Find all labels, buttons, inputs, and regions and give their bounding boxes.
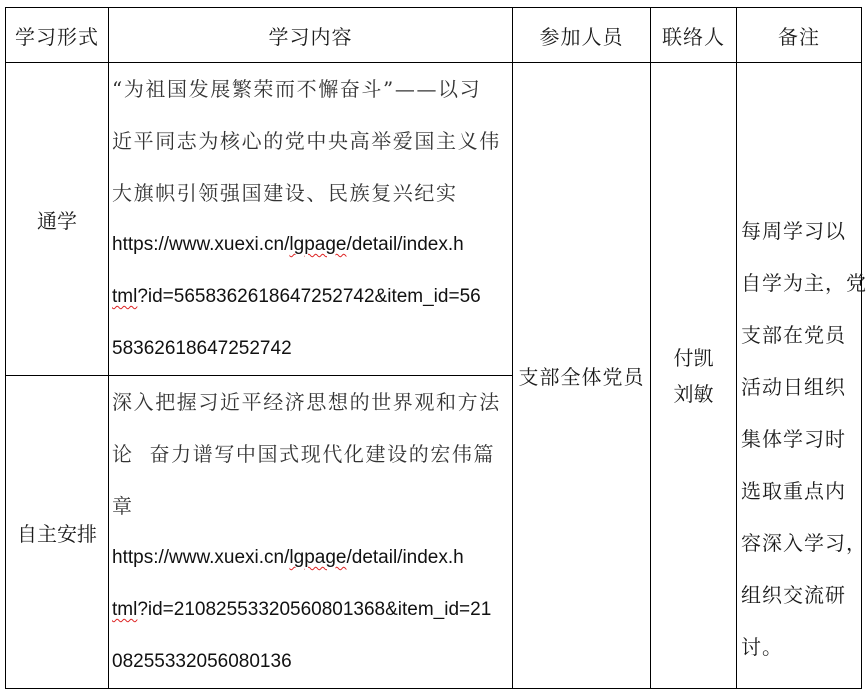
study-plan-table	[5, 7, 867, 689]
header-row	[6, 8, 862, 63]
contact-name: 付凯	[673, 345, 714, 370]
note-line: 集体学习时	[741, 427, 846, 451]
note-line: 容深入学习，	[741, 531, 867, 555]
note-cell	[737, 63, 867, 689]
note-line: 选取重点内	[741, 479, 846, 503]
table-row	[6, 63, 862, 376]
content-line: 章	[112, 494, 134, 518]
participants-cell: 支部全体党员	[513, 63, 651, 689]
note-line: 每周学习以	[741, 219, 846, 243]
article-link[interactable]: tml?id=21082553320560801368&item_id=21	[112, 599, 492, 620]
note-line: 讨。	[741, 635, 783, 659]
content-line: 近平同志为核心的党中央高举爱国主义伟	[112, 129, 501, 153]
study-content-cell	[109, 376, 513, 689]
content-line: 论 奋力谱写中国式现代化建设的宏伟篇	[112, 442, 496, 466]
header-note: 备注	[737, 8, 862, 63]
content-line: “为祖国发展繁荣而不懈奋斗”——以习	[112, 77, 482, 101]
content-line: 深入把握习近平经济思想的世界观和方法	[112, 390, 501, 414]
article-link[interactable]: tml?id=5658362618647252742&item_id=56	[112, 286, 481, 307]
header-study-content: 学习内容	[109, 8, 513, 63]
note-line: 支部在党员	[741, 323, 846, 347]
note-line: 组织交流研	[741, 583, 846, 607]
note-line: 活动日组织	[741, 375, 846, 399]
article-link[interactable]: https://www.xuexi.cn/lgpage/detail/index.h	[112, 547, 464, 568]
article-link[interactable]: 08255332056080136	[112, 651, 292, 672]
header-study-type: 学习形式	[6, 8, 109, 63]
study-content-cell	[109, 63, 513, 376]
study-type-cell: 自主安排	[6, 376, 109, 689]
article-link[interactable]: 58362618647252742	[112, 338, 292, 359]
study-type-cell: 通学	[6, 63, 109, 376]
article-link[interactable]: https://www.xuexi.cn/lgpage/detail/index.h	[112, 234, 464, 255]
header-contact: 联络人	[651, 8, 737, 63]
contact-name: 刘敏	[673, 381, 714, 406]
header-participants: 参加人员	[513, 8, 651, 63]
content-line: 大旗帜引领强国建设、民族复兴纪实	[112, 181, 458, 205]
note-line: 自学为主，党	[741, 271, 867, 295]
contact-cell	[651, 63, 737, 689]
